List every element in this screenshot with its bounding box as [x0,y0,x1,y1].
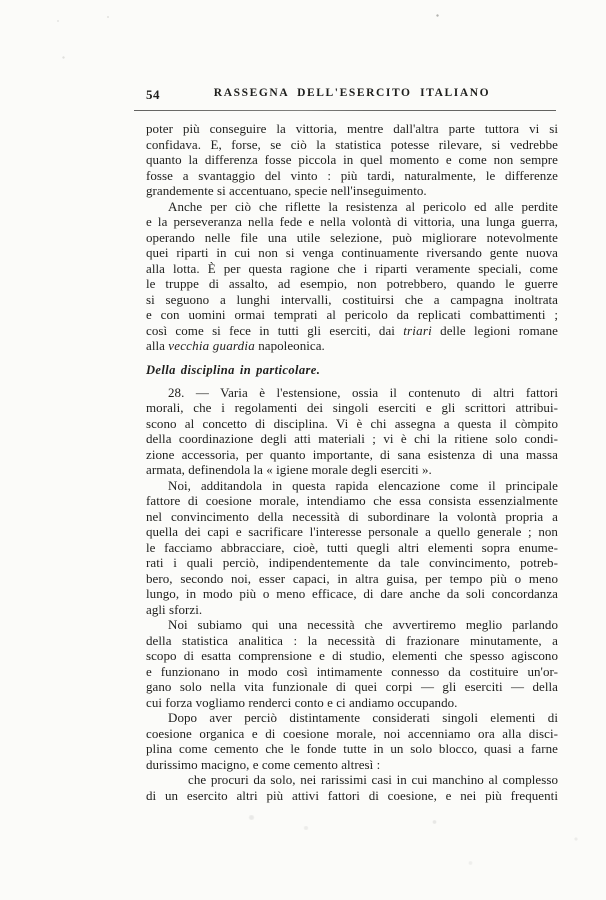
text-line: lungo, in modo più o meno efficace, di dare anche da soli concordanza [146,586,558,601]
paragraph [146,199,558,354]
text-line: nel convincimento della necessità di subordinare la volontà propria a [146,508,558,524]
text-line: di un esercito altri più attivi fattori di coesione, e nei più frequenti [146,787,558,803]
text-line: cui forza vogliamo renderci conto e ci andiamo occupando. [146,694,458,710]
text-line: coesione organica e di coesione morale, noi accenniamo ora alla disci- [146,725,558,741]
text-line: e con uomini ormai temprati al pericolo da replicati combattimenti ; [146,307,558,322]
text-line: Anche per ciò che riflette la resistenza al pericolo ed alle perdite [168,198,558,214]
text-line: grandemente si accentuano, specie nell'inseguimento. [146,183,427,198]
text-line: così come si fece in tutti gli eserciti, dai triari delle legioni romane [146,322,558,338]
text-line: agli sforzi. [146,601,203,617]
text-line: quanto la differenza fosse piccola in quel momento e come non sempre [146,152,558,167]
text-line: della coordinazione degli atti materiali ; vi è chi la ritiene solo condi- [146,431,558,446]
section-heading: Della disciplina in particolare. [146,362,321,377]
text-line: che procuri da solo, nei rarissimi casi in cui manchino al complesso [188,772,558,787]
text-line: alla vecchia guardia napoleonica. [146,338,325,353]
page-number: 54 [146,87,160,102]
text-line: gano solo nella vita funzionale di quei corpi — gli eserciti — della [146,679,558,694]
paragraph [146,772,558,803]
text-line: plina come cemento che le fonde tutte in un solo blocco, quasi a farne [146,741,558,756]
text-line: alla lotta. È per questa ragione che i riparti veramente speciali, come [146,260,558,276]
text-line: zione accessoria, per quanto importante, di sana esistenza di una massa [146,446,558,462]
text-line: le facciamo abbracciare, cioè, tutti quegli altri elementi sopra enume- [146,539,558,555]
text-line: e funzionano in modo così intimamente connesso da costituire un'or- [146,663,558,679]
text-line: durissimo macigno, e come cemento altresì : [146,756,381,772]
running-header [146,87,558,103]
text-line: della statistica analitica : la necessità di frazionare minutamente, a [146,632,558,648]
text-line: fattore di coesione morale, intendiamo che essa consista essenzialmente [146,493,558,508]
paragraph [146,710,558,772]
text-line: Noi, additandola in questa rapida elencazione come il principale [168,477,558,493]
text-line: Noi subiamo qui una necessità che avvertiremo meglio parlando [168,617,558,632]
text-line: poter più conseguire la vittoria, mentre dall'altra parte tuttora vi si [146,121,558,136]
text-line: armata, definendola la « igiene morale degli eserciti ». [146,462,432,477]
text-line: confidava. E, forse, se ciò la statistica potesse rilevare, si vedrebbe [146,136,558,152]
text-line: e la perseveranza nella fede e nella volontà di vittoria, una lunga guerra, [146,214,558,229]
text-line: 28. — Varia è l'estensione, ossia il contenuto di altri fattori [168,384,558,400]
text-line: rati i quali perciò, indipendentemente da tale convincimento, potreb- [146,555,558,570]
text-line: Dopo aver perciò distintamente considerati singoli elementi di [168,710,558,725]
text-line: le truppe di assalto, ad esempio, non potrebbero, quando le guerre [146,276,558,291]
text-line: morali, che i regolamenti dei singoli eserciti e gli scrittori attribui- [146,400,558,415]
paragraph [146,385,558,478]
page-body [146,121,558,803]
text-line: quei riparti in cui non si venga continuamente riversando gente nuova [146,245,558,260]
text-line: si seguono a lunghi intervalli, costituirsi che a campagna inoltrata [146,291,558,307]
header-title: RASSEGNA DELL'ESERCITO ITALIANO [213,87,491,99]
text-line: operando nelle file una utile selezione, può migliorare notevolmente [146,229,558,245]
paragraph [146,478,558,618]
text-line: bero, secondo noi, esser capaci, in altra guisa, per tempo più o meno [146,570,558,586]
text-line: fosse a svantaggio del vinto : più tardi, naturalmente, le differenze [146,167,558,183]
text-line: quella dei capi e sacrificare l'interesse personale a quello generale ; non [146,524,558,539]
header-rule [134,110,556,111]
text-line: scono al concetto di disciplina. Vi è chi assegna a questa il còmpito [146,415,558,431]
paragraph [146,121,558,199]
paragraph [146,617,558,710]
text-line: scopo di esatta comprensione e di studio, elementi che spesso agiscono [146,648,558,663]
